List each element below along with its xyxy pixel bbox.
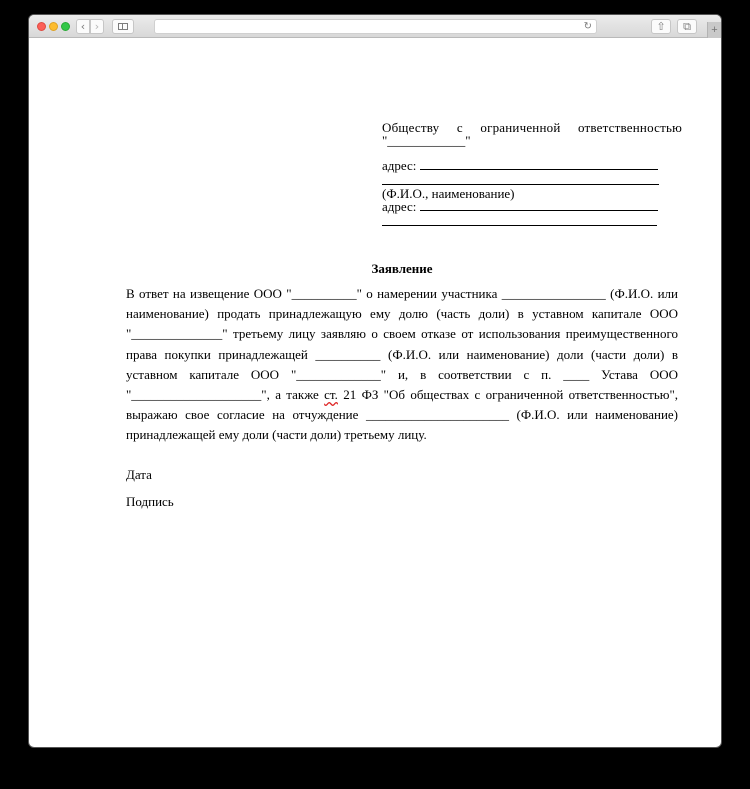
recipient-company-line: Обществу с ограниченной ответственностью — [382, 120, 682, 135]
maximize-window-button[interactable] — [61, 22, 70, 31]
show-tabs-button[interactable] — [677, 19, 697, 34]
browser-window — [29, 15, 721, 747]
date-label: Дата — [126, 467, 152, 482]
sender-address-row — [382, 200, 682, 213]
body-line: уставном капитале ООО "_____________" и, в соответствии с п. ____ Устава ООО — [126, 366, 678, 382]
minimize-window-button[interactable] — [49, 22, 58, 31]
back-button[interactable] — [76, 19, 90, 34]
body-fragment: 21 ФЗ "Об обществах с ограниченной ответственностью", — [343, 387, 679, 403]
body-line: принадлежащей ему доли (части доли) третьему лицу. — [126, 427, 427, 443]
body-line: наименование) продать принадлежащую ему долю (часть доли) в уставном капитале ООО — [126, 306, 678, 322]
statement-body — [126, 284, 678, 446]
body-line: выражаю свое согласие на отчуждение ______________________ (Ф.И.О. или наименование) — [126, 407, 678, 423]
body-line: права покупки принадлежащей __________ (Ф.И.О. или наименование) доли (части доли) в — [126, 346, 678, 362]
address-blank — [420, 159, 658, 170]
document-page — [29, 39, 721, 747]
sender-fio-label: (Ф.И.О., наименование) — [382, 186, 515, 201]
body-line: В ответ на извещение ООО "__________" о намерении участника ________________ (Ф.И.О. или — [126, 286, 678, 301]
tabs-icon: ⧉ — [683, 20, 691, 33]
address-continuation-blank — [382, 172, 659, 185]
share-button[interactable] — [651, 19, 671, 34]
address-label: адрес: — [382, 158, 417, 173]
forward-button[interactable] — [90, 19, 104, 34]
sidebar-toggle-button[interactable] — [112, 19, 134, 34]
body-fragment: "____________________", а также — [126, 387, 319, 403]
document-title: Заявление — [371, 261, 433, 276]
close-window-button[interactable] — [37, 22, 46, 31]
recipient-company-name: "____________" — [382, 133, 471, 148]
recipient-block — [382, 121, 682, 226]
chevron-left-icon: ‹ — [80, 20, 86, 33]
body-line: "______________" третьему лицу заявляю о своем отказе от использования преимущественного — [126, 326, 678, 342]
share-icon: ⇧ — [656, 20, 666, 33]
new-tab-button[interactable]: + — [707, 22, 721, 38]
address-label: адрес: — [382, 199, 417, 214]
address-continuation-blank — [382, 213, 657, 226]
sidebar-icon — [118, 23, 128, 30]
reload-icon[interactable]: ↻ — [583, 21, 592, 32]
chevron-right-icon: › — [94, 20, 100, 33]
address-bar[interactable] — [154, 19, 597, 34]
browser-toolbar — [29, 15, 721, 38]
address-blank — [420, 200, 658, 211]
signature-label: Подпись — [126, 494, 174, 509]
recipient-address-row — [382, 159, 682, 172]
body-line — [126, 385, 678, 405]
spellcheck-word[interactable]: ст. — [324, 387, 338, 403]
